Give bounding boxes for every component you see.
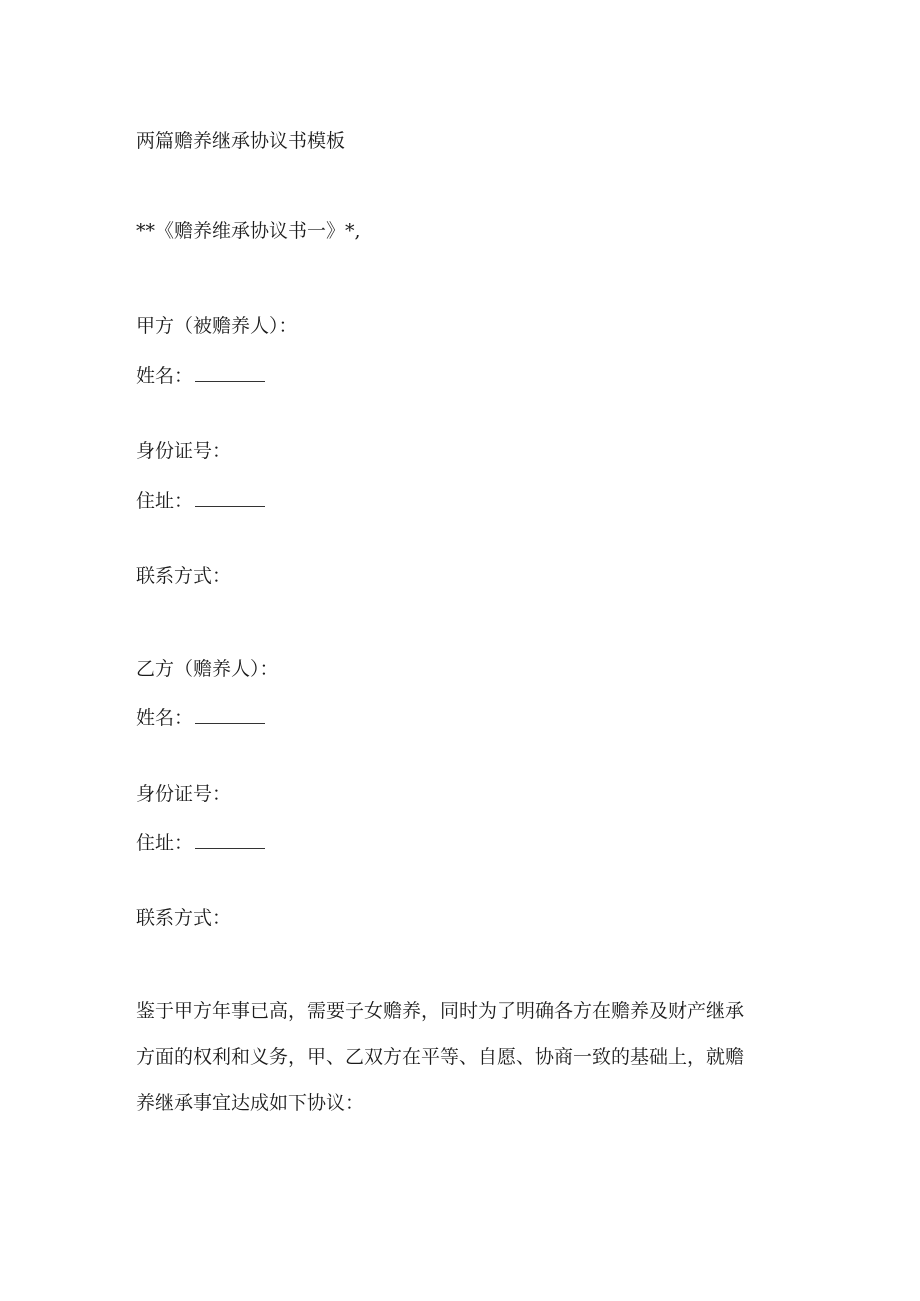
- party-b-name-row: [136, 706, 265, 730]
- party-a-contact-label: 联系方式：: [136, 565, 232, 587]
- party-b-address-row: [136, 831, 265, 855]
- party-a-name-row: [136, 364, 265, 388]
- preamble-line: 养继承事宜达成如下协议：: [136, 1092, 365, 1114]
- party-b-id-label: 身份证号：: [136, 783, 232, 805]
- preamble-line: 鉴于甲方年事已高，需要子女赡养，同时为了明确各方在赡养及财产继承: [136, 1000, 745, 1022]
- preamble-paragraph: [136, 999, 776, 1115]
- party-a-address-blank: [195, 490, 265, 507]
- party-a-heading: 甲方（被赡养人）：: [136, 315, 298, 337]
- party-b-name-label: 姓名：: [136, 707, 194, 729]
- party-a-address-row: [136, 489, 265, 513]
- party-b-address-blank: [195, 832, 265, 849]
- party-b-name-blank: [195, 707, 265, 724]
- document-title: 两篇赡养继承协议书模板: [136, 130, 346, 152]
- party-a-name-label: 姓名：: [136, 365, 194, 387]
- document-subtitle: **《赡养维承协议书一》*,: [136, 220, 361, 242]
- party-a-name-blank: [195, 365, 265, 382]
- party-a-address-label: 住址：: [136, 490, 194, 512]
- preamble-line: 方面的权利和义务，甲、乙双方在平等、自愿、协商一致的基础上，就赡: [136, 1046, 745, 1068]
- party-b-heading: 乙方（赡养人）：: [136, 658, 279, 680]
- party-b-address-label: 住址：: [136, 832, 194, 854]
- party-a-id-label: 身份证号：: [136, 440, 232, 462]
- party-b-contact-label: 联系方式：: [136, 907, 232, 929]
